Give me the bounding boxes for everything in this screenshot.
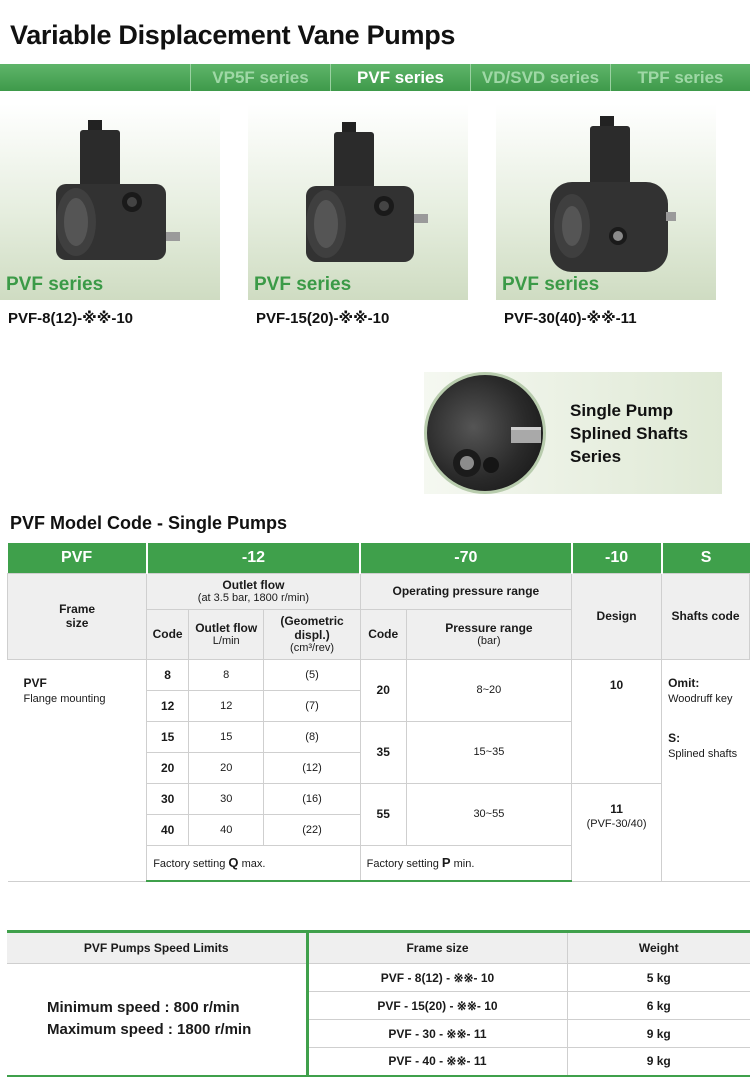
flow-code: 30: [147, 783, 189, 814]
geometric-displ-col-header: (Geometric displ.) (cm³/rev): [264, 609, 360, 659]
frame-size-value: PVF - 30 - ※※- 11: [307, 1020, 567, 1048]
displ-value: (16): [264, 783, 360, 814]
flow-code-col-header: Code: [147, 609, 189, 659]
tab-vp5f-series[interactable]: VP5F series: [191, 64, 331, 91]
product-card-pvf-8: [0, 104, 220, 300]
weight-header: Weight: [567, 932, 750, 964]
flow-value: 40: [189, 814, 264, 845]
max-speed: Maximum speed : 1800 r/min: [47, 1021, 252, 1039]
product-card-pvf-15: [248, 104, 468, 300]
product-card-pvf-30: [496, 104, 716, 300]
table-row: [8, 659, 750, 690]
single-pump-splined-callout: [424, 372, 722, 494]
series-label: PVF series: [254, 274, 352, 295]
head-design-code: -10: [572, 543, 662, 573]
weight-value: 9 kg: [567, 1048, 750, 1076]
pump-image: [546, 106, 676, 286]
subheader-row-1: [8, 573, 750, 609]
model-label: PVF-8(12)-※※-10: [8, 310, 134, 327]
pressure-range-value: 15~35: [406, 721, 571, 783]
tab-vd-svd-series[interactable]: VD/SVD series: [471, 64, 611, 91]
factory-setting-q: Factory setting Q max.: [147, 845, 360, 881]
speed-limits-weight-table: [7, 930, 750, 1077]
outlet-flow-col-header: Outlet flow L/min: [189, 609, 264, 659]
displ-value: (8): [264, 721, 360, 752]
flow-code: 40: [147, 814, 189, 845]
head-shaft-code: S: [662, 543, 750, 573]
head-pvf: PVF: [8, 543, 147, 573]
flow-value: 15: [189, 721, 264, 752]
pump-image: [50, 114, 180, 274]
displ-value: (7): [264, 690, 360, 721]
weight-value: 6 kg: [567, 992, 750, 1020]
factory-setting-p: Factory setting P min.: [360, 845, 571, 881]
splined-shaft-icon: [427, 375, 546, 494]
model-label: PVF-30(40)-※※-11: [504, 310, 637, 327]
tab-tpf-series[interactable]: TPF series: [637, 68, 724, 87]
pressure-range-col-header: Pressure range (bar): [406, 609, 571, 659]
pressure-range-value: 30~55: [406, 783, 571, 845]
model-label: PVF-15(20)-※※-10: [256, 310, 390, 327]
pressure-code: 20: [360, 659, 406, 721]
outlet-flow-header: Outlet flow (at 3.5 bar, 1800 r/min): [147, 573, 360, 609]
series-label: PVF series: [6, 274, 104, 295]
pressure-code: 55: [360, 783, 406, 845]
model-code-header-row: [8, 543, 750, 573]
design-header: Design: [572, 573, 662, 659]
flow-value: 8: [189, 659, 264, 690]
tab-pvf-series[interactable]: PVF series: [331, 64, 471, 91]
pressure-code: 35: [360, 721, 406, 783]
design-10-cell: 10: [572, 659, 662, 783]
speed-limits-header: PVF Pumps Speed Limits: [7, 932, 307, 964]
tab-bar-spacer: [0, 64, 191, 91]
single-pump-caption: [570, 399, 688, 468]
table-row: [7, 964, 750, 992]
shafts-code-cell: Omit: Woodruff key S: Splined shafts: [662, 659, 750, 881]
flow-value: 20: [189, 752, 264, 783]
pressure-code-col-header: Code: [360, 609, 406, 659]
shafts-code-header: Shafts code: [662, 573, 750, 659]
frame-size-value: PVF - 8(12) - ※※- 10: [307, 964, 567, 992]
model-code-section-title: PVF Model Code - Single Pumps: [10, 513, 288, 533]
speed-table-header-row: [7, 932, 750, 964]
speed-limits-cell: [7, 964, 307, 1076]
flow-code: 15: [147, 721, 189, 752]
frame-size-cell: PVF Flange mounting: [8, 659, 147, 881]
frame-size-header: Frame size: [307, 932, 567, 964]
min-speed: Minimum speed : 800 r/min: [47, 999, 240, 1017]
flow-value: 12: [189, 690, 264, 721]
displ-value: (22): [264, 814, 360, 845]
series-label: PVF series: [502, 274, 600, 295]
head-flow-code: -12: [147, 543, 360, 573]
page-title: Variable Displacement Vane Pumps: [10, 20, 456, 50]
splined-shaft-closeup-image: [424, 372, 546, 494]
frame-size-value: PVF - 40 - ※※- 11: [307, 1048, 567, 1076]
flow-code: 12: [147, 690, 189, 721]
displ-value: (12): [264, 752, 360, 783]
caption-line-1: Single Pump: [570, 401, 673, 420]
caption-line-2: Splined Shafts: [570, 424, 689, 443]
model-code-table: [7, 543, 750, 882]
pressure-range-value: 8~20: [406, 659, 571, 721]
design-11-cell: 11 (PVF-30/40): [572, 783, 662, 881]
flow-code: 20: [147, 752, 189, 783]
pump-image: [298, 114, 428, 274]
flow-value: 30: [189, 783, 264, 814]
frame-size-header: Frame size: [8, 573, 147, 659]
caption-line-3: Series: [570, 447, 622, 466]
weight-value: 9 kg: [567, 1020, 750, 1048]
head-pressure-code: -70: [360, 543, 571, 573]
flow-code: 8: [147, 659, 189, 690]
frame-size-value: PVF - 15(20) - ※※- 10: [307, 992, 567, 1020]
displ-value: (5): [264, 659, 360, 690]
series-tab-bar: [0, 64, 750, 91]
pressure-range-header: Operating pressure range: [360, 573, 571, 609]
weight-value: 5 kg: [567, 964, 750, 992]
